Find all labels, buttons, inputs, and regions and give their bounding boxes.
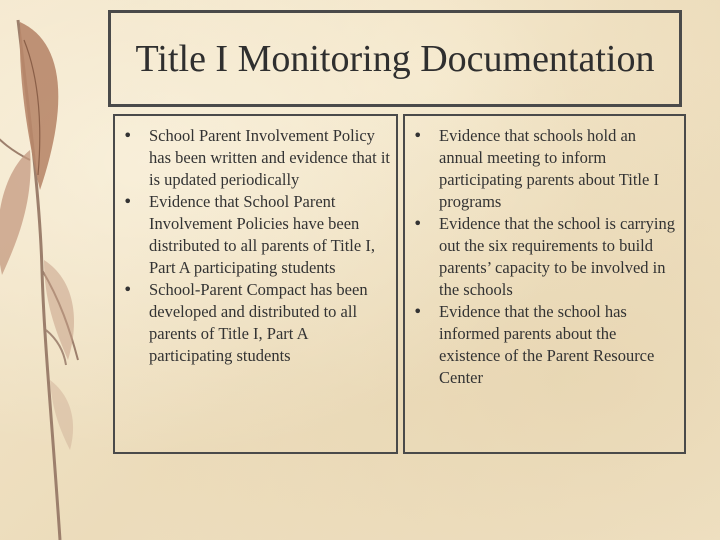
bullet-text: School-Parent Compact has been developed and distributed to all parents of Title I, Part A participating students [149,280,368,365]
bullet-text: Evidence that the school has informed parents about the existence of the Parent Resource Center [439,302,655,387]
left-bullet-list [115,116,396,367]
bullet-icon: • [413,302,423,321]
list-item [123,125,390,191]
list-item [413,301,678,389]
slide-title: Title I Monitoring Documentation [135,38,655,80]
list-item [123,279,390,367]
bullet-icon: • [123,192,133,211]
right-column-panel [403,114,686,454]
bullet-icon: • [413,214,423,233]
list-item [413,213,678,301]
bullet-icon: • [123,126,133,145]
title-box [108,10,682,107]
bullet-text: Evidence that schools hold an annual meeting to inform participating parents about Title I programs [439,126,659,211]
list-item [123,191,390,279]
bullet-text: Evidence that School Parent Involvement Policies have been distributed to all parents of Title I, Part A participating students [149,192,375,277]
right-bullet-list [405,116,684,389]
left-column-panel [113,114,398,454]
bullet-icon: • [123,280,133,299]
list-item [413,125,678,213]
bullet-icon: • [413,126,423,145]
bullet-text: School Parent Involvement Policy has been written and evidence that it is updated periodically [149,126,390,189]
bullet-text: Evidence that the school is carrying out the six requirements to build parents’ capacity to be involved in the schools [439,214,675,299]
